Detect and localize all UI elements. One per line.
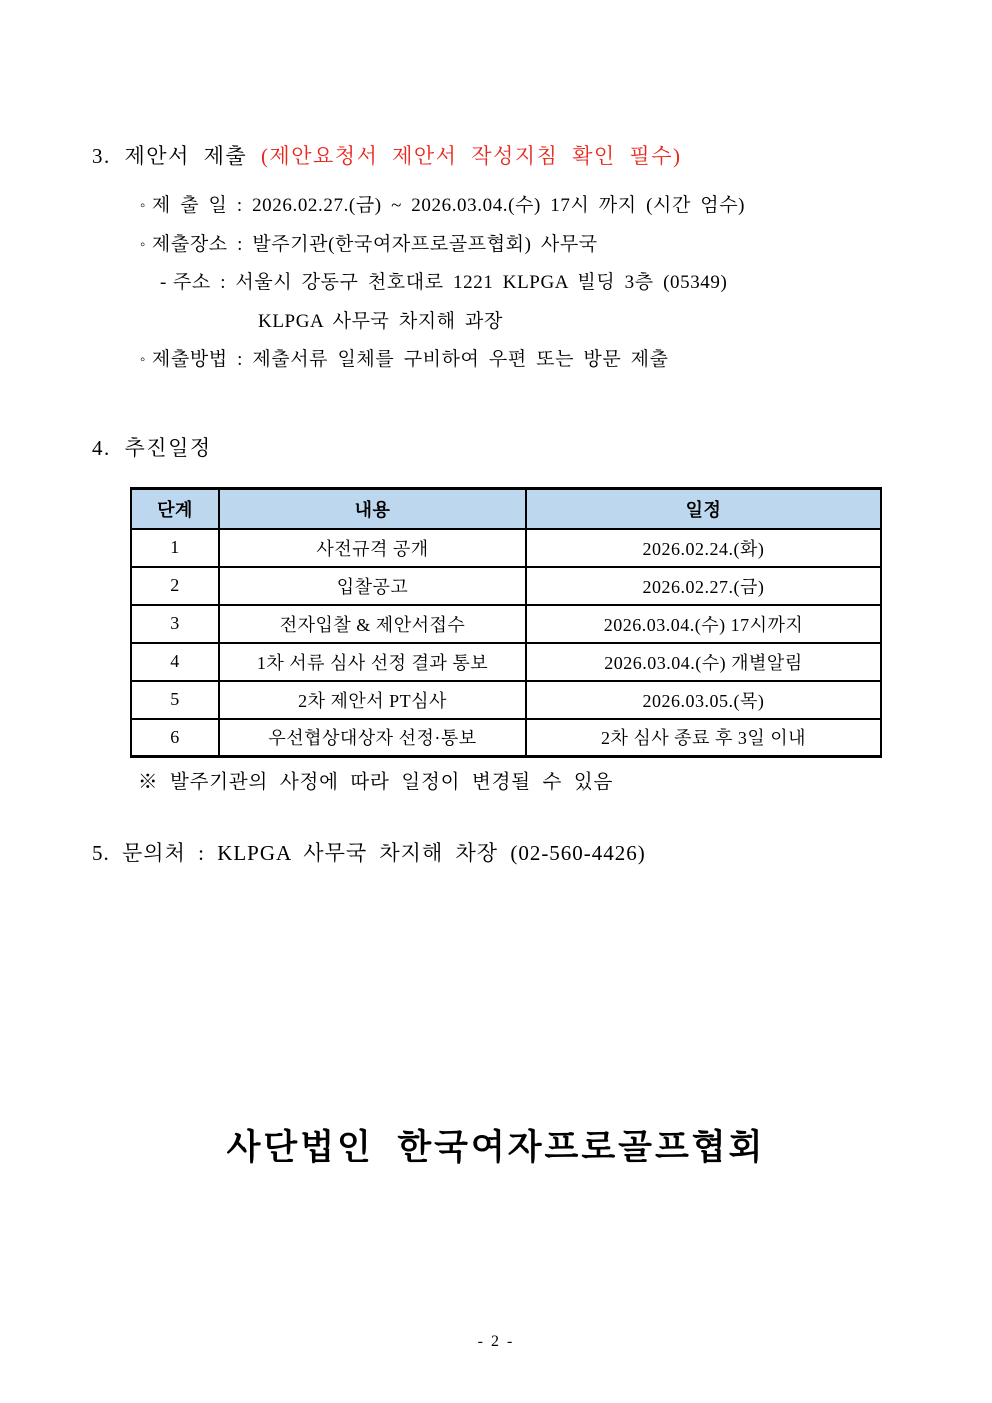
section4-heading: 4. 추진일정 <box>92 436 212 460</box>
address-line <box>140 264 745 303</box>
table-row <box>131 719 881 757</box>
column-header-schedule: 일정 <box>526 489 881 529</box>
section3-heading-red-note: (제안요청서 제안서 작성지침 확인 필수) <box>260 144 682 168</box>
address-text: 주소 : 서울시 강동구 천호대로 1221 KLPGA 빌딩 3층 (05349) <box>172 272 728 294</box>
cell-schedule: 2026.03.04.(수) 17시까지 <box>526 605 881 643</box>
table-row <box>131 529 881 567</box>
schedule-change-note: ※ 발주기관의 사정에 따라 일정이 변경될 수 있음 <box>138 772 614 793</box>
table-row <box>131 681 881 719</box>
cell-content: 우선협상대상자 선정·통보 <box>219 719 526 757</box>
submission-place-text: 제출장소 : 발주기관(한국여자프로골프협회) 사무국 <box>151 233 598 255</box>
contact-person-line <box>140 303 745 342</box>
cell-stage: 6 <box>131 719 219 757</box>
organization-signature: 사단법인 한국여자프로골프협회 <box>226 1128 766 1167</box>
table-row <box>131 605 881 643</box>
cell-stage: 4 <box>131 643 219 681</box>
submission-method-line <box>140 341 745 380</box>
cell-schedule: 2026.03.05.(목) <box>526 681 881 719</box>
section3-heading-text: 3. 제안서 제출 <box>92 144 248 168</box>
circle-bullet-icon: ◦ <box>140 236 146 253</box>
column-header-content: 내용 <box>219 489 526 529</box>
cell-content: 전자입찰 & 제안서접수 <box>219 605 526 643</box>
cell-stage: 2 <box>131 567 219 605</box>
table-header-row <box>131 489 881 529</box>
section3-body <box>140 187 745 380</box>
cell-content: 사전규격 공개 <box>219 529 526 567</box>
submission-method-text: 제출방법 : 제출서류 일체를 구비하여 우편 또는 방문 제출 <box>151 349 669 371</box>
column-header-stage: 단계 <box>131 489 219 529</box>
cell-stage: 5 <box>131 681 219 719</box>
circle-bullet-icon: ◦ <box>140 352 146 369</box>
submission-place-line <box>140 226 745 265</box>
cell-content: 2차 제안서 PT심사 <box>219 681 526 719</box>
cell-content: 입찰공고 <box>219 567 526 605</box>
cell-schedule: 2026.02.27.(금) <box>526 567 881 605</box>
table-row <box>131 643 881 681</box>
page-number: - 2 - <box>477 1333 515 1350</box>
section3-heading <box>92 140 682 170</box>
submission-date-text: 제 출 일 : 2026.02.27.(금) ~ 2026.03.04.(수) 17시 까지 (시간 엄수) <box>151 195 746 216</box>
cell-schedule: 2차 심사 종료 후 3일 이내 <box>526 719 881 757</box>
cell-stage: 3 <box>131 605 219 643</box>
cell-content: 1차 서류 심사 선정 결과 통보 <box>219 643 526 681</box>
cell-schedule: 2026.02.24.(화) <box>526 529 881 567</box>
contact-person-text: KLPGA 사무국 차지해 과장 <box>258 310 503 332</box>
cell-schedule: 2026.03.04.(수) 개별알림 <box>526 643 881 681</box>
schedule-table <box>130 487 882 758</box>
table-row <box>131 567 881 605</box>
dash-bullet-icon: - <box>160 272 167 294</box>
cell-stage: 1 <box>131 529 219 567</box>
submission-date-line <box>140 187 745 226</box>
section5-contact-heading: 5. 문의처 : KLPGA 사무국 차지해 차장 (02-560-4426) <box>92 841 646 865</box>
circle-bullet-icon: ◦ <box>140 198 146 214</box>
